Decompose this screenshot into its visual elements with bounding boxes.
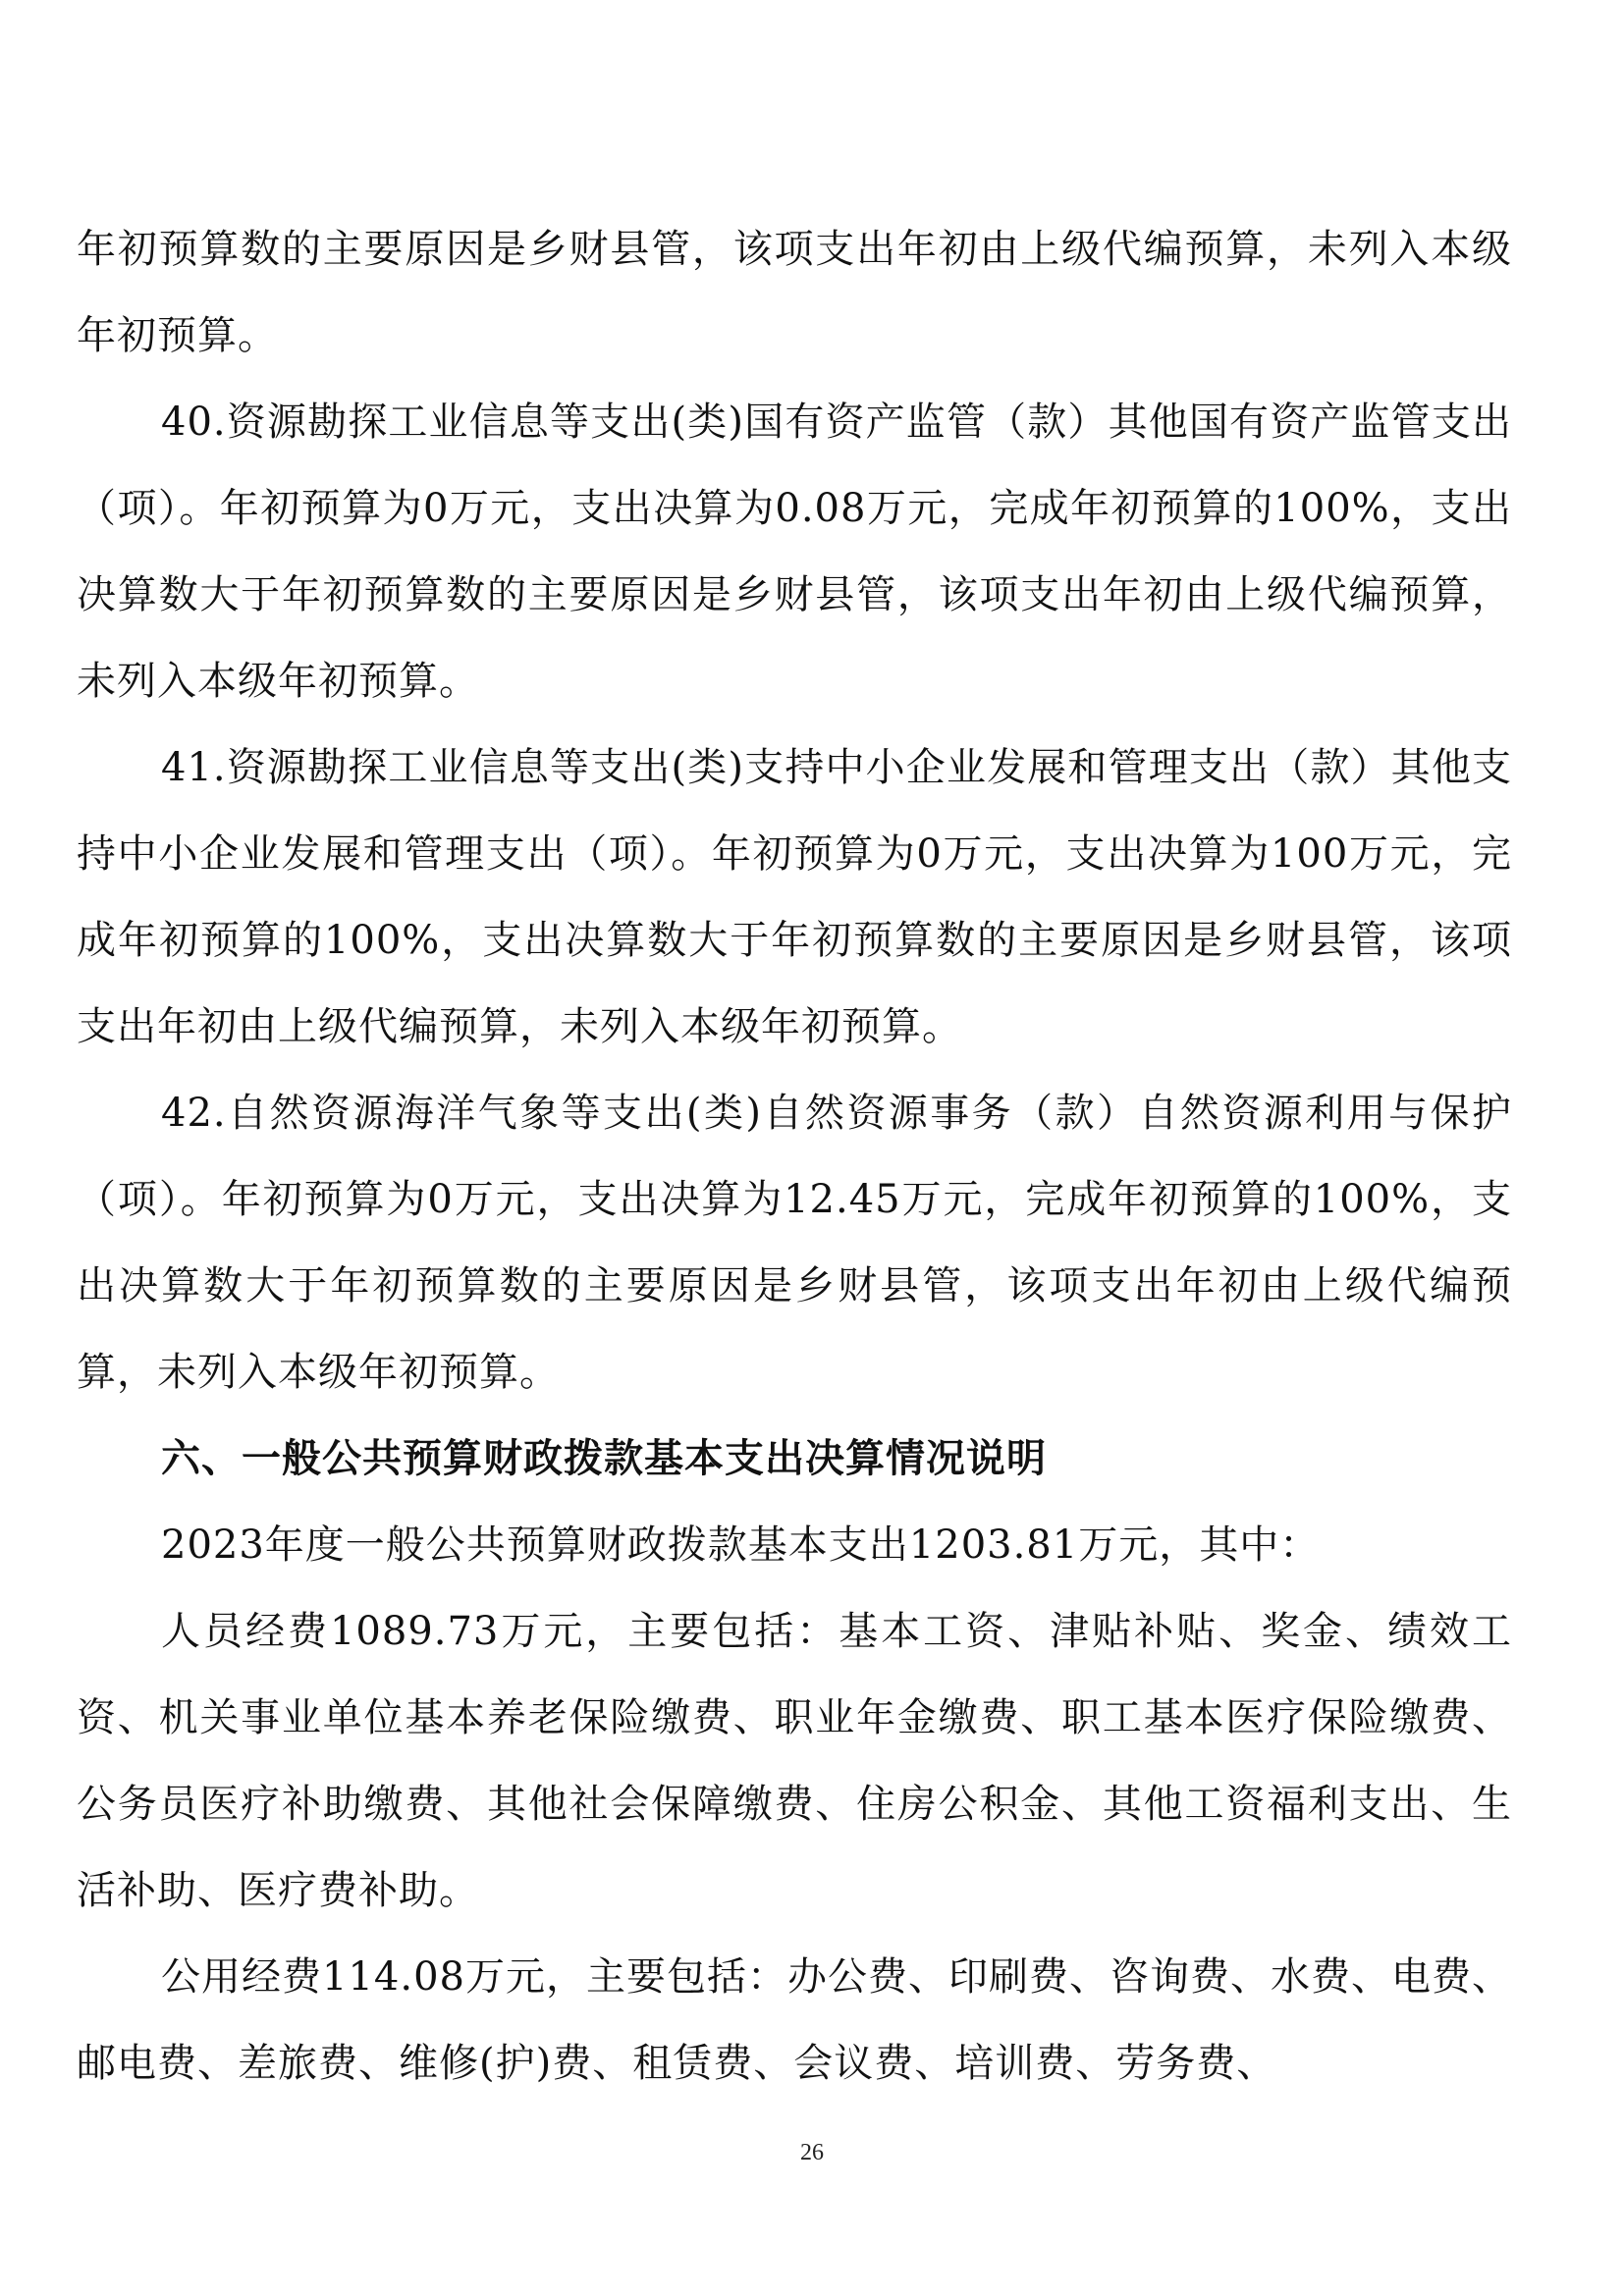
paragraph-item-41: 41.资源勘探工业信息等支出(类)支持中小企业发展和管理支出（款）其他支持中小企业发展和管理支出（项）。年初预算为0万元，支出决算为100万元，完成年初预算的100%，支出决算数大于年初预算数的主要原因是乡财县管，该项支出年初由上级代编预算，未列入本级年初预算。 — [77, 745, 1512, 1049]
page-number: 26 — [800, 2140, 824, 2165]
paragraph-personnel-expenses: 人员经费1089.73万元，主要包括：基本工资、津贴补贴、奖金、绩效工资、机关事业单位基本养老保险缴费、职业年金缴费、职工基本医疗保险缴费、公务员医疗补助缴费、其他社会保障缴费、住房公积金、其他工资福利支出、生活补助、医疗费补助。 — [77, 1609, 1512, 1913]
paragraph-public-expenses: 公用经费114.08万元，主要包括：办公费、印刷费、咨询费、水费、电费、邮电费、差旅费、维修(护)费、租赁费、会议费、培训费、劳务费、 — [77, 1954, 1512, 2086]
paragraph-basic-expenditure-total: 2023年度一般公共预算财政拨款基本支出1203.81万元，其中： — [161, 1522, 1321, 1568]
paragraph-item-40: 40.资源勘探工业信息等支出(类)国有资产监管（款）其他国有资产监管支出（项）。年初预算为0万元，支出决算为0.08万元，完成年初预算的100%，支出决算数大于年初预算数的主要原因是乡财县管，该项支出年初由上级代编预算，未列入本级年初预算。 — [77, 400, 1512, 704]
paragraph-continuation: 年初预算数的主要原因是乡财县管，该项支出年初由上级代编预算，未列入本级年初预算。 — [77, 227, 1512, 358]
paragraph-item-42: 42.自然资源海洋气象等支出(类)自然资源事务（款）自然资源利用与保护（项）。年初预算为0万元，支出决算为12.45万元，完成年初预算的100%，支出决算数大于年初预算数的主要原因是乡财县管，该项支出年初由上级代编预算，未列入本级年初预算。 — [77, 1091, 1512, 1395]
section-heading: 六、一般公共预算财政拨款基本支出决算情况说明 — [161, 1436, 1047, 1481]
body-text — [77, 206, 1512, 2107]
